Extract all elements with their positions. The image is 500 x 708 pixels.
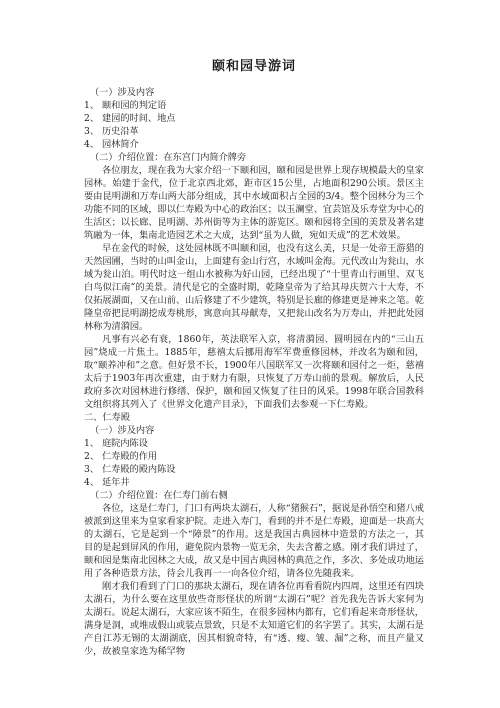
paragraph: 各位，这是仁寿门，门口有两块太湖石，人称“猪猴石”，据说是孙悟空和猪八戒被派到这里来为皇家看家护院。走进入寿门，看到的并不是仁寿殿，迎面是一块高大的太湖石，它是起到一个“障景”的作用。这是我国古典园林中造景的方法之一，其目的是起到屏风的作用，避免院内景物一览无余，失去含蓄之感。刚才我们讲过了，颐和园是集南北园林之大成，故又是中国古典园林的典范之作，多次、多处成功地运用了各种造景方法，待会儿我再一一向各位介绍，请各位先随我来。 bbox=[84, 503, 424, 579]
page-title: 颐和园导游词 bbox=[211, 59, 296, 74]
list-item: 2、 仁寿殿的作用 bbox=[84, 451, 158, 462]
section-heading: 二、仁寿殿 bbox=[84, 412, 130, 423]
paragraph: 刚才我们看到了门口的那块太湖石，现在请各位再看看院内四周，这里还有四块太湖石，为什么要在这里放些奇形怪状的所谓“太湖石”呢？首先我先告诉大家何为太湖石。说起太湖石，大家应该不陌生，在很多园林内都有，它们看起来奇形怪状，满身是洞，或堆成假山或装点景致，只是不太知道它们的名字罢了。其实，太湖石是产自江苏无锡的太湖湖底，因其相貌奇特，有“透、瘦、皱、漏”之称，而且产量又少，故被皇家选为稀罕物 bbox=[84, 581, 424, 657]
section-1 bbox=[84, 86, 424, 411]
section-2 bbox=[84, 411, 424, 658]
list-item: 3、 历史沿革 bbox=[84, 126, 139, 137]
list-item: 4、 延年井 bbox=[84, 477, 130, 488]
position-heading: （二）介绍位置：在东宫门内简介牌旁 bbox=[90, 152, 247, 163]
list-item: 4、 园林简介 bbox=[84, 139, 139, 150]
position-heading: （二）介绍位置：在仁寿门前右侧 bbox=[90, 490, 228, 501]
sub-heading: （一）涉及内容 bbox=[90, 425, 155, 436]
sub-heading: （一）涉及内容 bbox=[90, 87, 155, 98]
list-item: 1、 庭院内陈设 bbox=[84, 438, 148, 449]
paragraph: 凡事有兴必有衰，1860年，英法联军入京，将清漪园、圆明园在内的“三山五园”烧成一片焦土。1885年，慈禧太后挪用海军军费重修园林，并改名为颐和园，取“颐养冲和”之意。但好景不长，1900年八国联军又一次将颐和园付之一炬，慈禧太后于1903年再次重建，由于财力有限，只恢复了万寿山前的景观。解放后，人民政府多次对园林进行修缮、保护，颐和园又恢复了往日的风采。1998年联合国教科文组织将其列入了《世界文化遗产目录》，下面我们去参观一下仁寿殿。 bbox=[84, 334, 424, 410]
list-item: 2、 建园的时间、地点 bbox=[84, 113, 176, 124]
paragraph: 各位朋友，现在我为大家介绍一下颐和园，颐和园是世界上现存规模最大的皇家园林。始建于金代，位于北京西北郊，距市区15公里，占地面积290公顷。景区主要由昆明湖和万寿山两大部分组成，其中水域面积占全园的3/4。整个园林分为三个功能不同的区域，即以仁寿殿为中心的政治区；以玉澜堂、宜芸馆及乐寿堂为中心的生活区；以长廊、昆明湖、苏州街等为主体的游览区。颐和园将全国的美景及著名建筑融为一体，集南北造园艺术之大成，达到“虽为人做，宛如天成”的艺术效果。 bbox=[84, 165, 424, 241]
list-item: 3、 仁寿殿的殿内陈设 bbox=[84, 464, 176, 475]
list-item: 1、 颐和园的判定语 bbox=[84, 100, 167, 111]
paragraph: 早在金代的时候，这处园林既不叫颐和园，也没有这么美，只是一处帝王游猎的天然园圃，当时的山叫金山，上面建有金山行宫，水域叫金海。元代改山为瓮山，水域为瓮山泊。明代时这一组山水被称为好山园，已经出现了“十里青山行画里、双飞白鸟似江南”的美景。清代是它的全盛时期，乾隆皇帝为了给其母庆贺六十大寿，不仅拓展湖面，又在山前、山后修建了不少建筑，特别是长廊的修建更是神来之笔。乾隆皇帝把昆明湖挖成寿桃形，寓意向其母献寿，又把瓮山改名为万寿山，并把此处园林称为清漪园。 bbox=[84, 243, 424, 332]
